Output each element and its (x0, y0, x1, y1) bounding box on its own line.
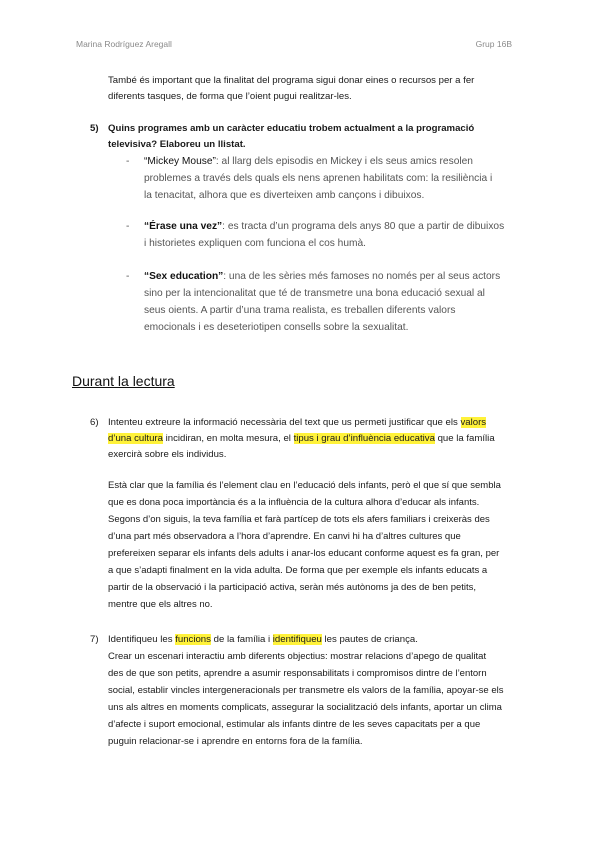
bullet-dash: - (126, 221, 130, 232)
section-heading: Durant la lectura (72, 373, 175, 389)
question-text: Intenteu extreure la informació necessària del text que us permeti justificar que els (108, 417, 461, 428)
answer-line: d’una part més observadora a l’hora d’aprendre. En canvi hi ha d’altres cultures que (108, 531, 461, 542)
list-item-sex-education (126, 268, 534, 336)
question-6 (90, 415, 550, 463)
bullet-dash: - (126, 271, 130, 282)
answer-line: partir de la observació i la participació activa, seràn més autònoms ja des de ben petits, (108, 582, 477, 593)
list-item-text: : al llarg dels episodis en Mickey i els seus amics resolen (215, 156, 473, 167)
list-item-line: sino per la intencionalitat que té de transmetre una bona educació sexual al (144, 288, 485, 299)
highlighted-text: identifiqueu (272, 634, 322, 645)
answer-line: que es dona poca importància és a la influència de la cultura alhora d’educar als infants. (108, 497, 480, 508)
question-text: Identifiqueu les (108, 634, 176, 645)
bullet-dash: - (126, 156, 130, 167)
answer-line: puguin relacionar-se i aprendre en entorns fora de la família. (108, 736, 363, 747)
answer-7 (108, 648, 540, 750)
answer-line: Segons d’on siguis, la teva família et farà partícep de tots els afers familiars i creixeràs des (108, 514, 490, 525)
list-item-line: la tenacitat, alhora que es diverteixen amb cançons i dibuixos. (144, 190, 425, 201)
list-item-text: : es tracta d’un programa dels anys 80 que a partir de dibuixos (222, 221, 505, 232)
answer-line: des de que son petits, aprendre a asumir responsabilitats i compromisos dintre de l’entorn (108, 668, 487, 679)
intro-line-1: També és important que la finalitat del programa sigui donar eines o recursos per a fer (108, 75, 475, 86)
question-7 (90, 632, 550, 648)
list-item-line: i historietes expliquen com funciona el cos humà. (144, 238, 366, 249)
list-item-title: “Érase una vez” (144, 221, 223, 232)
list-item-text: : una de les sèries més famoses no només per al seus actors (223, 271, 501, 282)
list-item-title: “Sex education” (144, 271, 224, 282)
answer-line: Crear un escenari interactiu amb diferents objectius: mostrar relacions d’apego de qualitat (108, 651, 487, 662)
group-label: Grup 16B (475, 39, 512, 49)
highlighted-text: tipus i grau d’influència educativa (293, 433, 435, 444)
highlighted-text: valors (460, 417, 487, 428)
question-text: les pautes de criança. (321, 634, 418, 645)
answer-line: prefereixen separar els infants dels adults i anar-los educant conforme aquest es fa gran, per (108, 548, 500, 559)
question-text: de la família i (210, 634, 273, 645)
list-item-erase-una-vez (126, 218, 534, 252)
question-text: incidiran, en molta mesura, el (162, 433, 294, 444)
answer-line: d’afecte i suport emocional, estimular als infants dintre de les seves capacitats per a que (108, 719, 481, 730)
list-item-mickey (126, 153, 534, 204)
answer-line: Està clar que la família és l’element clau en l’educació dels infants, però el que sí que sembla (108, 480, 501, 491)
list-item-line: emocionals i es deseteriotipen consells sobre la sexualitat. (144, 322, 409, 333)
list-item-line: problemes a través dels quals els nens aprenen habilitats com: la resiliència i (144, 173, 493, 184)
question-text: que la família (434, 433, 495, 444)
intro-line-2: diferents tasques, de forma que l’oient pugui realitzar-les. (108, 91, 352, 102)
answer-line: uns als altres en moments complicats, assegurar la socialització dels infants, aportar un clima (108, 702, 502, 713)
answer-line: mentre que els altres no. (108, 599, 213, 610)
question-text: exercirà sobre els individus. (108, 449, 227, 460)
list-item-title: “Mickey Mouse” (144, 156, 216, 167)
answer-line: a que s’adapti finalment en la vida adulta. De forma que per exemple els infants educats a (108, 565, 488, 576)
question-number: 5) (90, 123, 99, 134)
list-item-line: seus oients. A partir d’una trama realista, es treballen diferents valors (144, 305, 456, 316)
answer-line: social, establir vincles intergeneracionals per transmetre els valors de la família, apoyar-se els (108, 685, 504, 696)
question-5-line-2: televisiva? Elaboreu un llistat. (108, 139, 246, 150)
answer-6 (108, 477, 540, 613)
highlighted-text: d’una cultura (108, 433, 163, 444)
question-number: 7) (90, 634, 99, 645)
question-number: 6) (90, 417, 99, 428)
question-5 (90, 121, 550, 153)
author-name: Marina Rodríguez Aregall (76, 39, 172, 49)
highlighted-text: funcions (175, 634, 211, 645)
question-5-line-1: Quins programes amb un caràcter educatiu trobem actualment a la programació (108, 123, 475, 134)
